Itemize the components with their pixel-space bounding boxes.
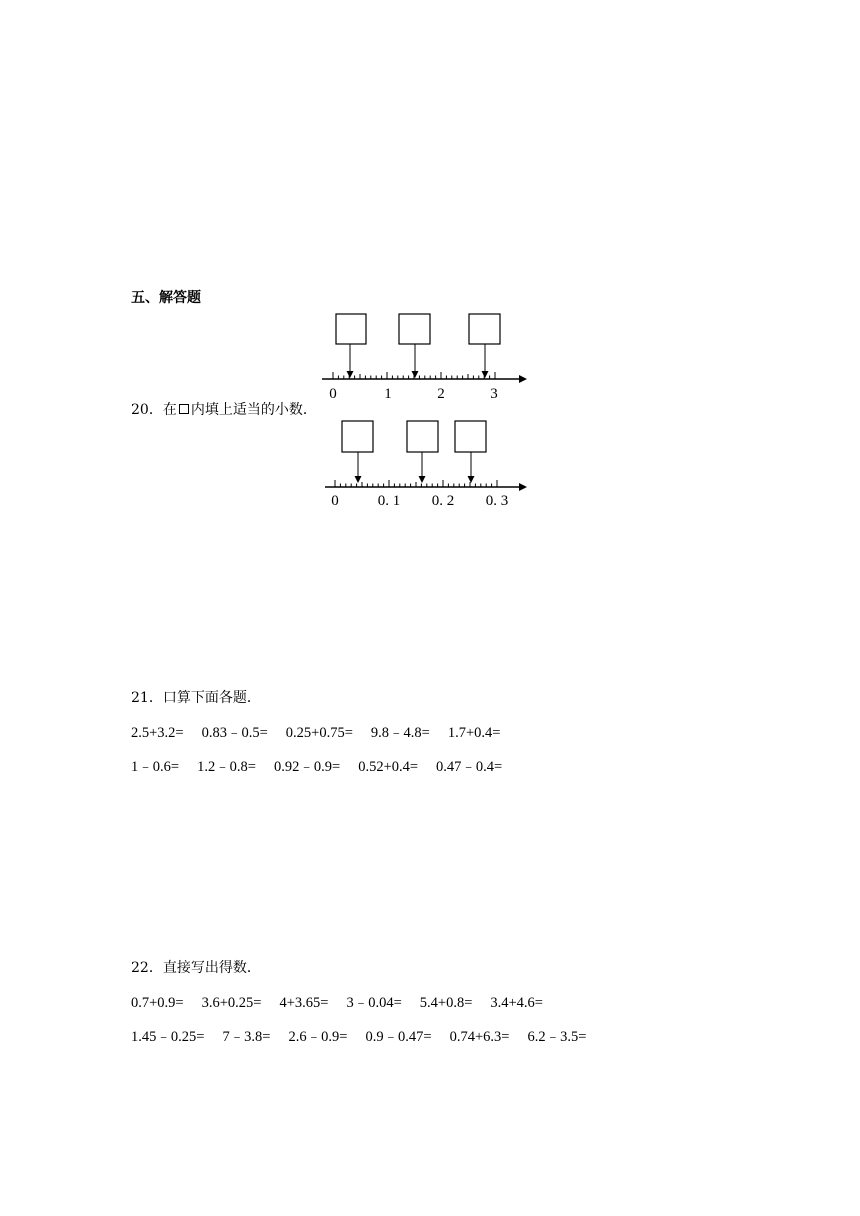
question-21-title: 21．口算下面各题． xyxy=(131,690,261,706)
number-line-2 xyxy=(316,416,531,516)
expression: 2.6﹣0.9= xyxy=(288,1029,348,1045)
expression: 3﹣0.04= xyxy=(346,995,402,1011)
question-number: 20． xyxy=(131,402,163,418)
axis-arrow-icon xyxy=(519,483,527,491)
expression: 7﹣3.8= xyxy=(222,1029,271,1045)
section-title: 五、解答题 xyxy=(131,290,201,306)
tick-label: 0. 3 xyxy=(485,493,509,509)
expression: 1.2﹣0.8= xyxy=(197,759,256,775)
tick-label: 1 xyxy=(384,386,392,402)
expression: 6.2﹣3.5= xyxy=(527,1029,587,1045)
q21-row-1 xyxy=(131,721,518,742)
expression: 9.8﹣4.8= xyxy=(370,725,430,741)
square-icon xyxy=(179,404,189,414)
q22-row-1 xyxy=(131,991,561,1012)
axis-arrow-icon xyxy=(519,375,527,383)
tick-label: 0. 2 xyxy=(431,493,455,509)
tick-label: 2 xyxy=(437,386,445,402)
answer-box-3[interactable] xyxy=(469,314,500,344)
answer-box-5[interactable] xyxy=(407,421,438,452)
expression: 2.5+3.2= xyxy=(131,725,184,741)
expression: 4+3.65= xyxy=(279,995,329,1011)
q21-row-2 xyxy=(131,755,520,776)
question-text-before: 在 xyxy=(162,402,177,418)
answer-box-1[interactable] xyxy=(336,314,366,344)
expression: 1.7+0.4= xyxy=(447,725,501,741)
expression: 0.92﹣0.9= xyxy=(274,759,341,775)
expression: 0.52+0.4= xyxy=(358,759,419,775)
expression: 0.47﹣0.4= xyxy=(436,759,503,775)
expression: 0.25+0.75= xyxy=(285,725,353,741)
expression: 1﹣0.6= xyxy=(131,759,180,775)
expression: 0.9﹣0.47= xyxy=(365,1029,432,1045)
expression: 0.7+0.9= xyxy=(131,995,184,1011)
question-22-title: 22．直接写出得数． xyxy=(131,960,261,976)
expression: 5.4+0.8= xyxy=(419,995,473,1011)
tick-label: 0 xyxy=(329,386,337,402)
answer-box-4[interactable] xyxy=(342,421,373,452)
expression: 0.83﹣0.5= xyxy=(201,725,268,741)
expression: 0.74+6.3= xyxy=(449,1029,510,1045)
expression: 3.4+4.6= xyxy=(490,995,543,1011)
answer-box-6[interactable] xyxy=(455,421,486,452)
tick-label: 3 xyxy=(490,386,498,402)
answer-box-2[interactable] xyxy=(399,314,430,344)
expression: 1.45﹣0.25= xyxy=(131,1029,205,1045)
tick-label: 0. 1 xyxy=(377,493,401,509)
question-20-text xyxy=(131,399,317,419)
question-text-after: 内填上适当的小数． xyxy=(190,402,317,418)
number-line-1 xyxy=(316,308,531,408)
tick-label: 0 xyxy=(331,493,339,509)
q22-row-2 xyxy=(131,1025,604,1046)
expression: 3.6+0.25= xyxy=(201,995,262,1011)
